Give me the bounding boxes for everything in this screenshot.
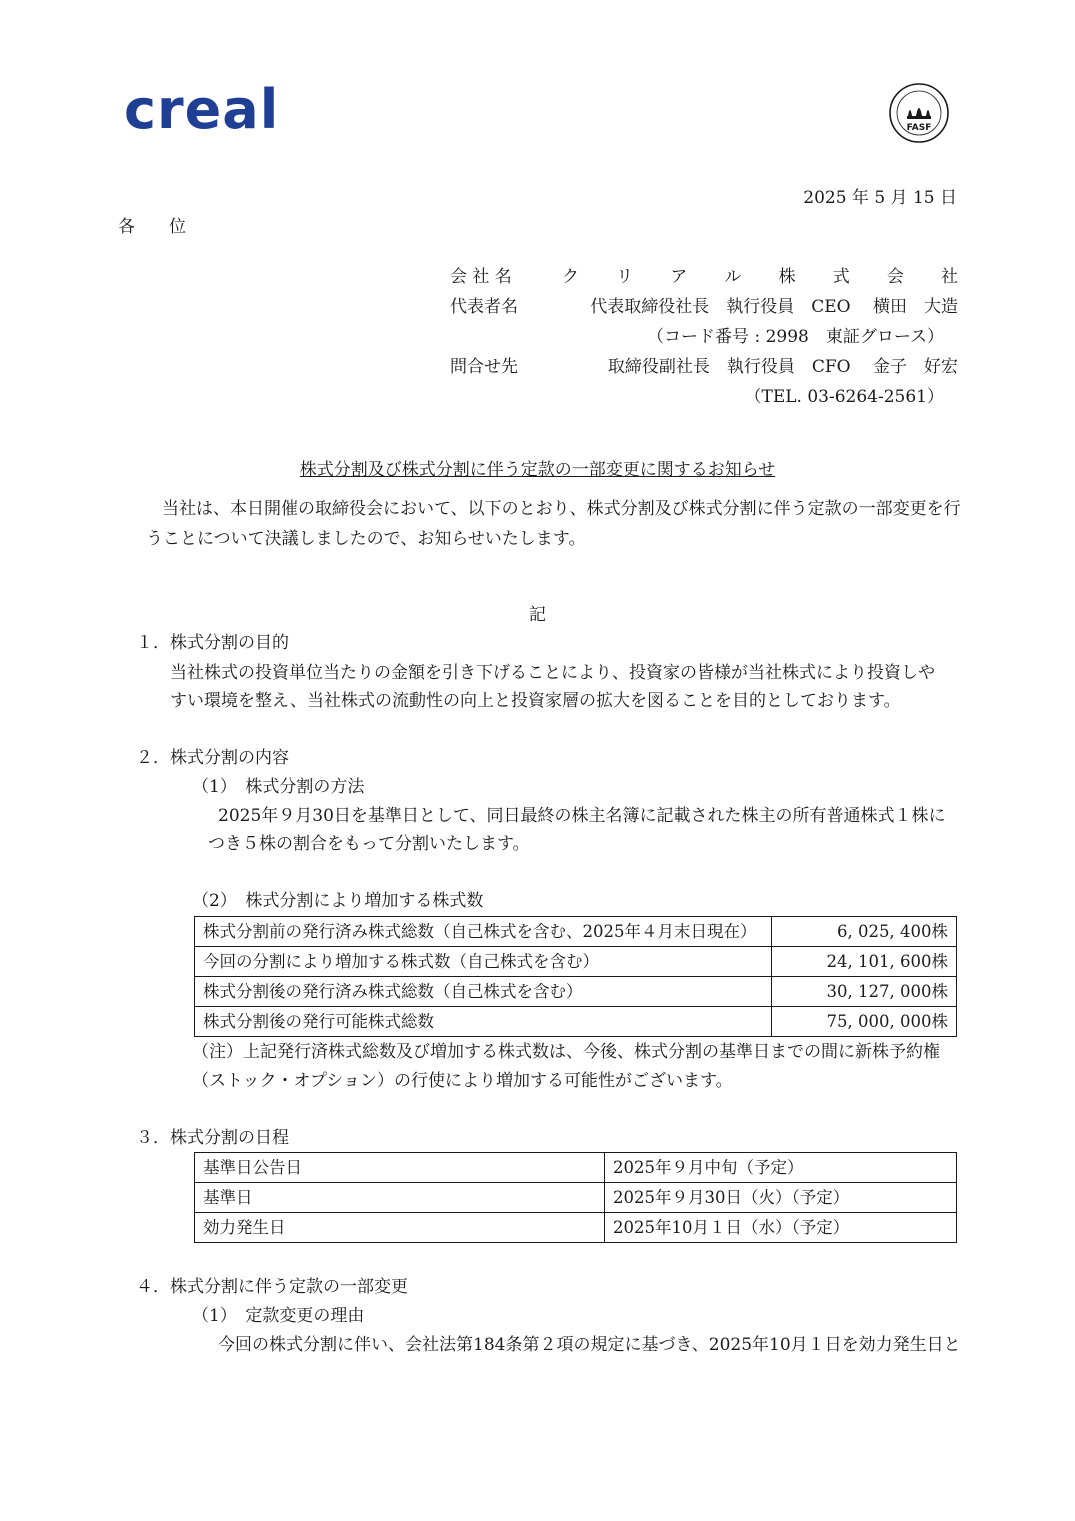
shares-table [194, 916, 957, 1037]
company-char: 株 [778, 267, 796, 287]
table-row [195, 947, 957, 977]
schedule-value: 2025年９月30日（火）（予定） [605, 1183, 957, 1213]
shares-label: 株式分割後の発行済み株式総数（自己株式を含む） [195, 977, 772, 1007]
ki-heading: 記 [529, 605, 546, 625]
shares-label: 株式分割前の発行済み株式総数（自己株式を含む、2025年４月末日現在） [195, 917, 772, 947]
section-2-1-heading: （1） 株式分割の方法 [192, 777, 365, 797]
representative-value: 代表取締役社長 執行役員 CEO 横田 大造 [590, 297, 958, 317]
release-date: 2025 年 5 月 15 日 [803, 188, 957, 208]
company-name-label: 会 社 名 [450, 267, 512, 287]
company-name-row [450, 262, 958, 292]
tel-row [450, 382, 958, 412]
company-char: リ [616, 267, 634, 287]
company-char: 会 [886, 267, 904, 287]
shares-value: 30, 127, 000株 [772, 977, 957, 1007]
company-info [450, 262, 958, 412]
intro-line-1: 当社は、本日開催の取締役会において、以下のとおり、株式分割及び株式分割に伴う定款の一部変更を行 [162, 499, 961, 519]
contact-value: 取締役副社長 執行役員 CFO 金子 好宏 [607, 357, 958, 377]
section-1-line-2: すい環境を整え、当社株式の流動性の向上と投資家層の拡大を図ることを目的としております。 [170, 691, 901, 711]
table-row [195, 1213, 957, 1243]
section-4-1-heading: （1） 定款変更の理由 [192, 1306, 365, 1326]
addressee: 各 位 [118, 217, 186, 237]
section-2-2-heading: （2） 株式分割により増加する株式数 [192, 891, 484, 911]
table-row [195, 1183, 957, 1213]
shares-label: 株式分割後の発行可能株式総数 [195, 1007, 772, 1037]
company-name-value [562, 262, 958, 292]
schedule-label: 効力発生日 [195, 1213, 605, 1243]
shares-label: 今回の分割により増加する株式数（自己株式を含む） [195, 947, 772, 977]
shares-value: 24, 101, 600株 [772, 947, 957, 977]
representative-row [450, 292, 958, 322]
section-4-1-line-1: 今回の株式分割に伴い、会社法第184条第２項の規定に基づき、2025年10月１日を効力発生日と [218, 1335, 961, 1355]
schedule-label: 基準日 [195, 1183, 605, 1213]
note-line-2: （ストック・オプション）の行使により増加する可能性がございます。 [192, 1071, 733, 1091]
section-2-1-line-2: つき５株の割合をもって分割いたします。 [208, 834, 530, 854]
schedule-table [194, 1152, 957, 1243]
section-3-heading: ３．株式分割の日程 [136, 1128, 289, 1148]
company-logo: creal [124, 78, 280, 141]
company-char: ル [724, 267, 742, 287]
section-1-line-1: 当社株式の投資単位当たりの金額を引き下げることにより、投資家の皆様が当社株式により投資しや [170, 663, 935, 683]
table-row [195, 1007, 957, 1037]
section-1-heading: １．株式分割の目的 [136, 633, 289, 653]
company-char: ア [670, 267, 688, 287]
company-char: 社 [940, 267, 958, 287]
stock-code: （コード番号 : 2998 東証グロース） [647, 327, 944, 347]
schedule-label: 基準日公告日 [195, 1153, 605, 1183]
shares-value: 75, 000, 000株 [772, 1007, 957, 1037]
schedule-value: 2025年９月中旬（予定） [605, 1153, 957, 1183]
company-char: ク [562, 267, 579, 287]
seal-label: FASF [906, 123, 932, 133]
section-2-1-line-1: 2025年９月30日を基準日として、同日最終の株主名簿に記載された株主の所有普通株式１株に [218, 806, 946, 826]
intro-line-2: うことについて決議しましたので、お知らせいたします。 [146, 529, 586, 549]
section-2-heading: ２．株式分割の内容 [136, 748, 289, 768]
table-row [195, 1153, 957, 1183]
code-row [450, 322, 958, 352]
table-row [195, 917, 957, 947]
representative-label: 代表者名 [450, 297, 518, 317]
telephone: （TEL. 03-6264-2561） [744, 387, 944, 407]
section-4-heading: ４．株式分割に伴う定款の一部変更 [136, 1277, 408, 1297]
shares-value: 6, 025, 400株 [772, 917, 957, 947]
contact-label: 問合せ先 [450, 357, 518, 377]
document-title: 株式分割及び株式分割に伴う定款の一部変更に関するお知らせ [299, 460, 776, 480]
table-row [195, 977, 957, 1007]
fasf-seal-icon [888, 82, 950, 144]
schedule-value: 2025年10月１日（水）（予定） [605, 1213, 957, 1243]
note-line-1: （注）上記発行済株式総数及び増加する株式数は、今後、株式分割の基準日までの間に新株予約権 [192, 1042, 940, 1062]
contact-row [450, 352, 958, 382]
company-char: 式 [832, 267, 850, 287]
